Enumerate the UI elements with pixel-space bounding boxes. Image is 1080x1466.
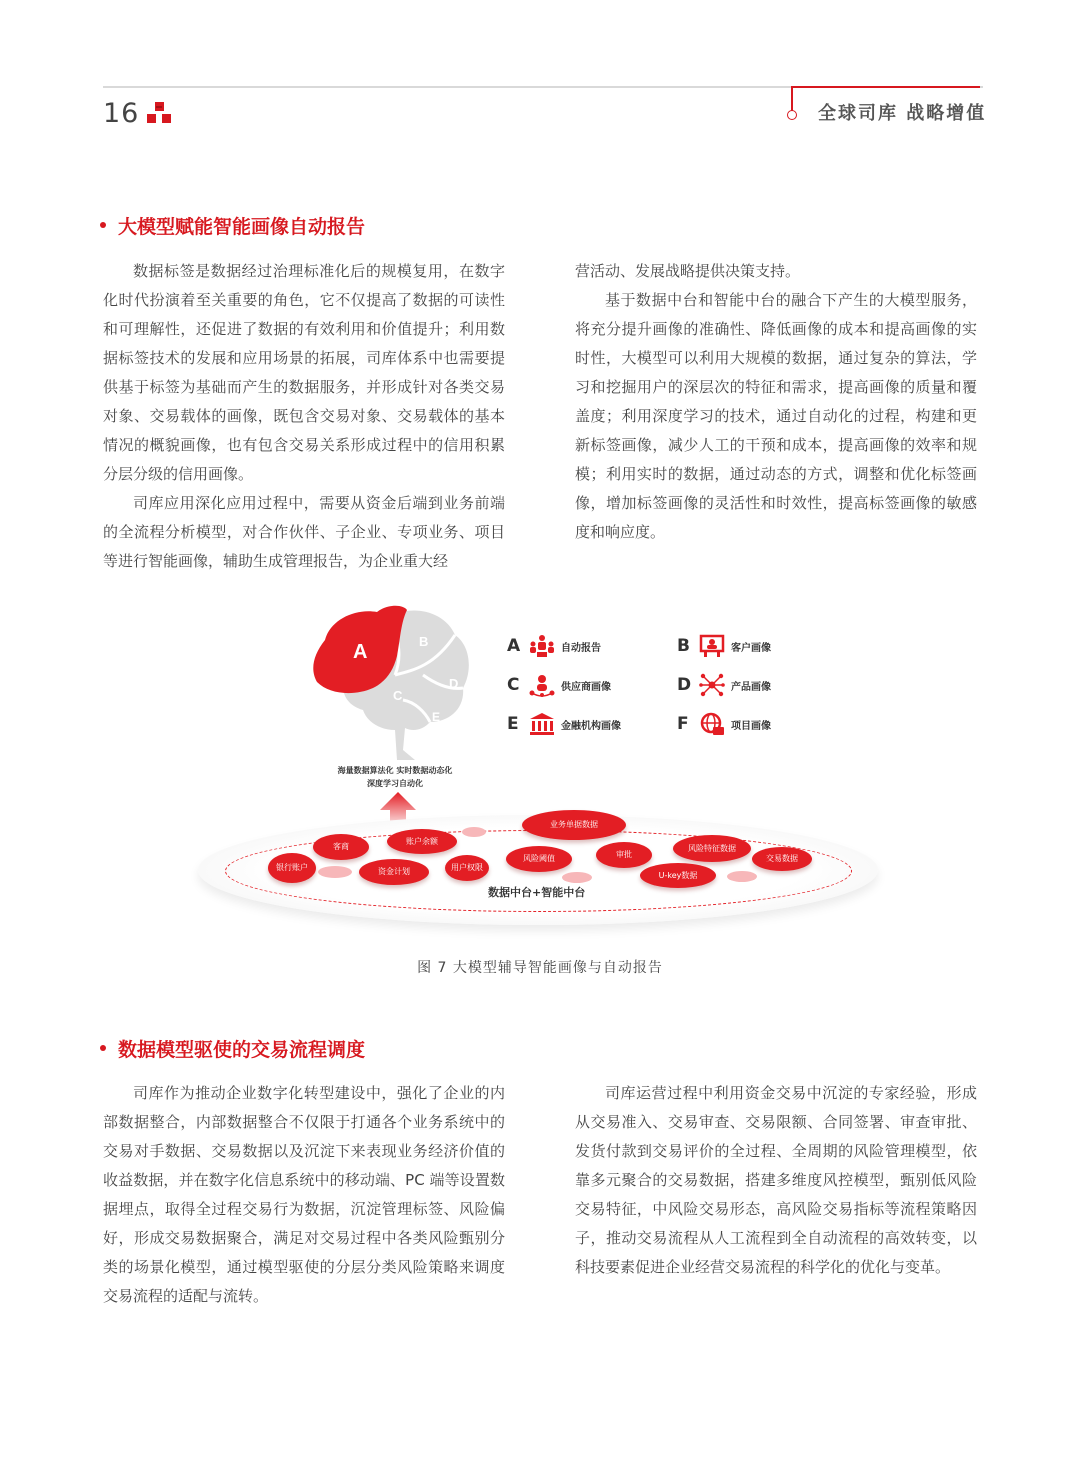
legend-item-d [677, 673, 807, 697]
figure-caption: 图 7 大模型辅导智能画像与自动报告 [417, 960, 663, 976]
legend-text: 产品画像 [731, 681, 771, 693]
cubes-logo-icon [146, 101, 174, 127]
platform-dot [562, 872, 592, 883]
section1-left-column [103, 257, 505, 576]
legend-item-c [507, 673, 677, 697]
platform-item: 银行账户 [268, 853, 316, 883]
platform-label: 数据中台+智能中台 [488, 886, 586, 899]
paragraph: 营活动、发展战略提供决策支持。 [575, 262, 801, 280]
brain-label: D [449, 676, 459, 691]
platform-item: 用户权限 [445, 855, 489, 881]
legend-letter: E [507, 714, 519, 734]
section2-right-column [575, 1079, 977, 1282]
brain-label: C [393, 688, 403, 703]
legend-letter: D [677, 675, 692, 695]
platform-dot [462, 827, 486, 837]
brain-label: E [432, 710, 441, 724]
brain-label: A [353, 641, 368, 663]
platform-item: 客商 [313, 834, 369, 860]
legend-letter: F [677, 714, 689, 734]
bullet-icon [100, 222, 106, 228]
legend-text: 客户画像 [731, 642, 771, 654]
legend-letter: C [507, 675, 520, 695]
people-chart-icon [529, 634, 555, 658]
section-title-1 [100, 212, 365, 239]
page-number: 16 [103, 98, 140, 129]
paragraph: 司库作为推动企业数字化转型建设中，强化了企业的内部数据整合，内部数据整合不仅限于打通各个业务系统中的交易对手数据、交易数据以及沉淀下来表现业务经济价值的收益数据，并在数字化信息系统中的移动端、PC 端等设置数据埋点，取得全过程交易行为数据，沉淀管理标签、风险偏好，形成交易数据聚合，满足对交易过程中各类风险甄别分类的场景化模型，通过模型驱使的分层分类风险策略来调度交易流程的适配与流转。 [103, 1084, 505, 1305]
legend-text: 自动报告 [561, 642, 601, 654]
section2-left-column [103, 1079, 505, 1311]
platform-item: 资金计划 [359, 859, 429, 885]
paragraph: 数据标签是数据经过治理标准化后的规模复用，在数字化时代扮演着至关重要的角色，它不仅提高了数据的可读性和可理解性，还促进了数据的有效利用和价值提升；利用数据标签技术的发展和应用场景的拓展，司库体系中也需要提供基于标签为基础而产生的数据服务，并形成针对各类交易对象、交易载体的画像，既包含交易对象、交易载体的基本情况的概貌画像，也有包含交易关系形成过程中的信用积累分层分级的信用画像。 [103, 262, 505, 483]
brand-title: 全球司库 战略增值 [818, 103, 987, 124]
project-globe-icon [699, 712, 725, 736]
legend-text: 金融机构画像 [561, 720, 621, 732]
brand-rule [791, 86, 980, 88]
figure-legend [507, 634, 807, 736]
legend-text: 供应商画像 [561, 681, 611, 693]
bullet-icon [100, 1045, 106, 1051]
arrow-caption-line: 深度学习自动化 [367, 779, 423, 788]
brand-dot-icon [787, 110, 797, 120]
platform-item: 风险特征数据 [673, 835, 751, 862]
legend-item-b [677, 634, 807, 658]
section1-right-column [575, 257, 977, 547]
paragraph: 司库应用深化应用过程中，需要从资金后端到业务前端的全流程分析模型，对合作伙伴、子企业、专项业务、项目等进行智能画像，辅助生成管理报告，为企业重大经 [103, 494, 505, 570]
brain-label: B [419, 634, 429, 649]
platform-item: 账户余额 [387, 829, 457, 854]
product-network-icon [699, 673, 725, 697]
legend-item-f [677, 712, 807, 736]
legend-item-e [507, 712, 677, 736]
brain-label: F [412, 736, 419, 747]
platform-item: U-key数据 [640, 863, 716, 888]
section-title-text: 数据模型驱使的交易流程调度 [118, 1039, 366, 1061]
supplier-network-icon [529, 673, 555, 697]
paragraph: 司库运营过程中利用资金交易中沉淀的专家经验，形成从交易准入、交易审查、交易限额、合同签署、审查审批、发货付款到交易评价的全过程、全周期的风险管理模型，依靠多元聚合的交易数据，搭建多维度风控模型，甄别低风险交易特征，中风险交易形态，高风险交易指标等流程策略因子，推动交易流程从人工流程到全自动流程的高效转变，以科技要素促进企业经营交易流程的科学化的优化与变革。 [575, 1084, 977, 1276]
arrow-caption [300, 765, 490, 789]
platform-item: 业务单据数据 [522, 810, 626, 840]
section-title-2 [100, 1035, 365, 1062]
platform-dot [318, 866, 352, 878]
platform-dot [727, 871, 757, 882]
brand-rule-vertical [791, 86, 793, 112]
section-title-text: 大模型赋能智能画像自动报告 [118, 216, 366, 238]
legend-letter: A [507, 636, 521, 656]
legend-letter: B [677, 636, 690, 656]
paragraph: 基于数据中台和智能中台的融合下产生的大模型服务，将充分提升画像的准确性、降低画像的成本和提高画像的实时性，大模型可以利用大规模的数据，通过复杂的算法，学习和挖掘用户的深层次的特征和需求，提高画像的质量和覆盖度；利用深度学习的技术，通过自动化的过程，构建和更新标签画像，减少人工的干预和成本，提高画像的效率和规模；利用实时的数据，通过动态的方式，调整和优化标签画像，增加标签画像的灵活性和时效性，提高标签画像的敏感度和响应度。 [575, 291, 977, 541]
legend-item-a [507, 634, 677, 658]
platform-item: 交易数据 [752, 847, 812, 871]
brain-diagram [305, 600, 485, 765]
platform-item: 审批 [596, 842, 652, 868]
customer-board-icon [699, 634, 725, 658]
bank-building-icon [529, 712, 555, 736]
legend-text: 项目画像 [731, 720, 771, 732]
arrow-caption-line: 海量数据算法化 实时数据动态化 [337, 766, 453, 775]
platform-item: 风险阈值 [506, 846, 572, 872]
